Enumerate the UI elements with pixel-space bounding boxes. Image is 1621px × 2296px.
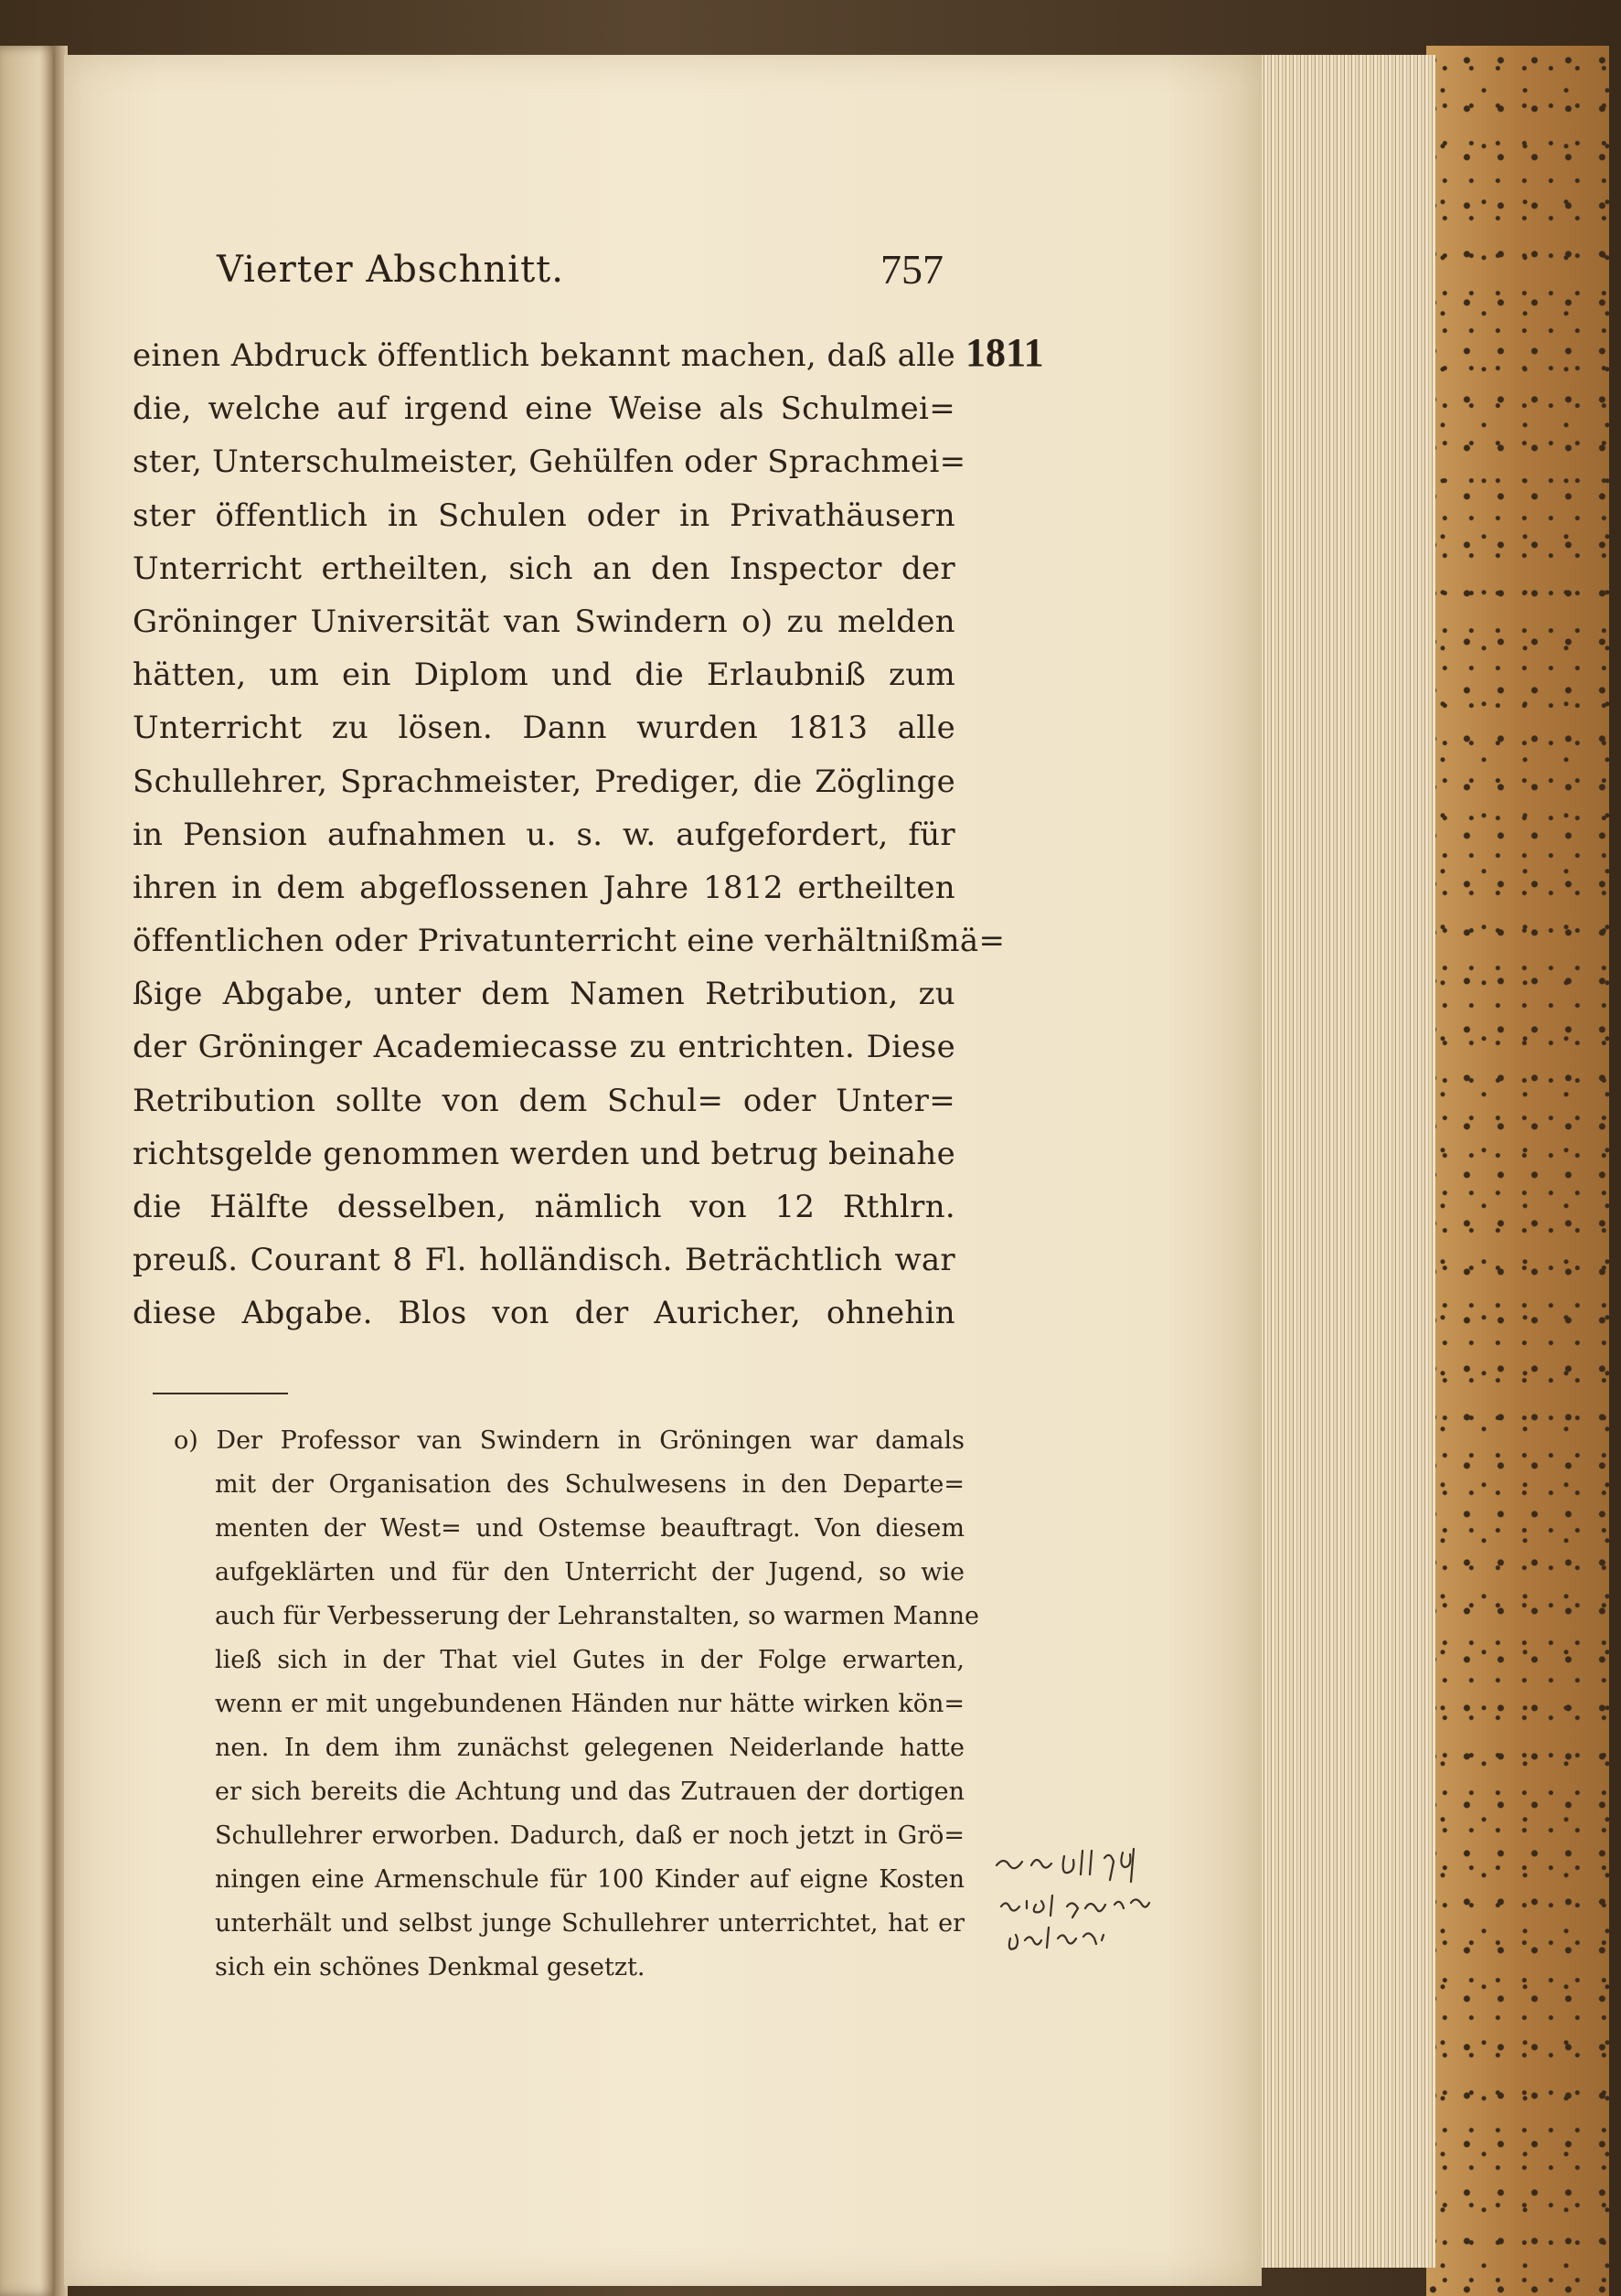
body-line: in Pension aufnahmen u. s. w. aufgefordert, für bbox=[133, 816, 955, 853]
running-head: Vierter Abschnitt. bbox=[217, 249, 564, 291]
footnote-rule bbox=[153, 1393, 288, 1394]
body-line: diese Abgabe. Blos von der Auricher, ohnehin bbox=[133, 1295, 955, 1332]
footnote-line: nen. In dem ihm zunächst gelegenen Neiderlande hatte bbox=[215, 1734, 965, 1762]
body-line: ster öffentlich in Schulen oder in Privathäusern bbox=[133, 497, 955, 534]
body-line: Unterricht ertheilten, sich an den Inspector der bbox=[133, 550, 955, 587]
body-line: die, welche auf irgend eine Weise als Schulmei= bbox=[133, 390, 955, 428]
margin-year: 1811 bbox=[965, 330, 1044, 375]
body-line: preuß. Courant 8 Fl. holländisch. Beträchtlich war bbox=[133, 1242, 955, 1279]
body-line: ßige Abgabe, unter dem Namen Retribution, zu bbox=[133, 976, 955, 1013]
body-line: der Gröninger Academiecasse zu entrichten. Diese bbox=[133, 1029, 955, 1066]
footnote-line: menten der West= und Ostemse beauftragt. Von diesem bbox=[215, 1514, 965, 1543]
body-line: Retribution sollte von dem Schul= oder Unter= bbox=[133, 1082, 955, 1119]
body-line: die Hälfte desselben, nämlich von 12 Rthlrn. bbox=[133, 1189, 955, 1225]
book-cover-edge bbox=[1426, 46, 1609, 2296]
body-line: ster, Unterschulmeister, Gehülfen oder Sprachmei= bbox=[133, 443, 966, 481]
body-line: Gröninger Universität van Swindern o) zu melden bbox=[133, 603, 955, 640]
footnote-line: wenn er mit ungebundenen Händen nur hätte wirken kön= bbox=[215, 1690, 965, 1718]
body-line: Unterricht zu lösen. Dann wurden 1813 alle bbox=[133, 710, 955, 747]
footnote-line: er sich bereits die Achtung und das Zutrauen der dortigen bbox=[215, 1778, 965, 1806]
body-line: hätten, um ein Diplom und die Erlaubniß zum bbox=[133, 657, 955, 694]
body-line: ihren in dem abgeflossenen Jahre 1812 ertheilten bbox=[133, 869, 955, 906]
footnote-line: Schullehrer erworben. Dadurch, daß er noch jetzt in Grö= bbox=[215, 1821, 965, 1850]
footnote-line: o) Der Professor van Swindern in Gröningen war damals bbox=[174, 1426, 965, 1455]
footnote-line: aufgeklärten und für den Unterricht der Jugend, so wie bbox=[215, 1558, 965, 1586]
handwritten-marginalia bbox=[987, 1829, 1298, 1966]
body-line: richtsgelde genommen werden und betrug beinahe bbox=[133, 1135, 955, 1172]
footnote-line: unterhält und selbst junge Schullehrer unterrichtet, hat er bbox=[215, 1909, 965, 1938]
footnote-line: mit der Organisation des Schulwesens in den Departe= bbox=[215, 1470, 965, 1499]
body-line: Schullehrer, Sprachmeister, Prediger, die Zöglinge bbox=[133, 763, 955, 800]
page-number: 757 bbox=[880, 246, 944, 293]
footnote-line: ließ sich in der That viel Gutes in der Folge erwarten, bbox=[215, 1646, 965, 1674]
footnote bbox=[174, 1419, 979, 1990]
footnote-line: sich ein schönes Denkmal gesetzt. bbox=[215, 1953, 645, 1981]
footnote-line: ningen eine Armenschule für 100 Kinder auf eigne Kosten bbox=[215, 1865, 965, 1894]
facing-page-edge bbox=[0, 46, 57, 2296]
footnote-line: auch für Verbesserung der Lehranstalten, so warmen Manne bbox=[215, 1602, 979, 1630]
body-line: einen Abdruck öffentlich bekannt machen, daß alle bbox=[133, 337, 955, 374]
body-line: öffentlichen oder Privatunterricht eine verhältnißmä= bbox=[133, 923, 1006, 960]
